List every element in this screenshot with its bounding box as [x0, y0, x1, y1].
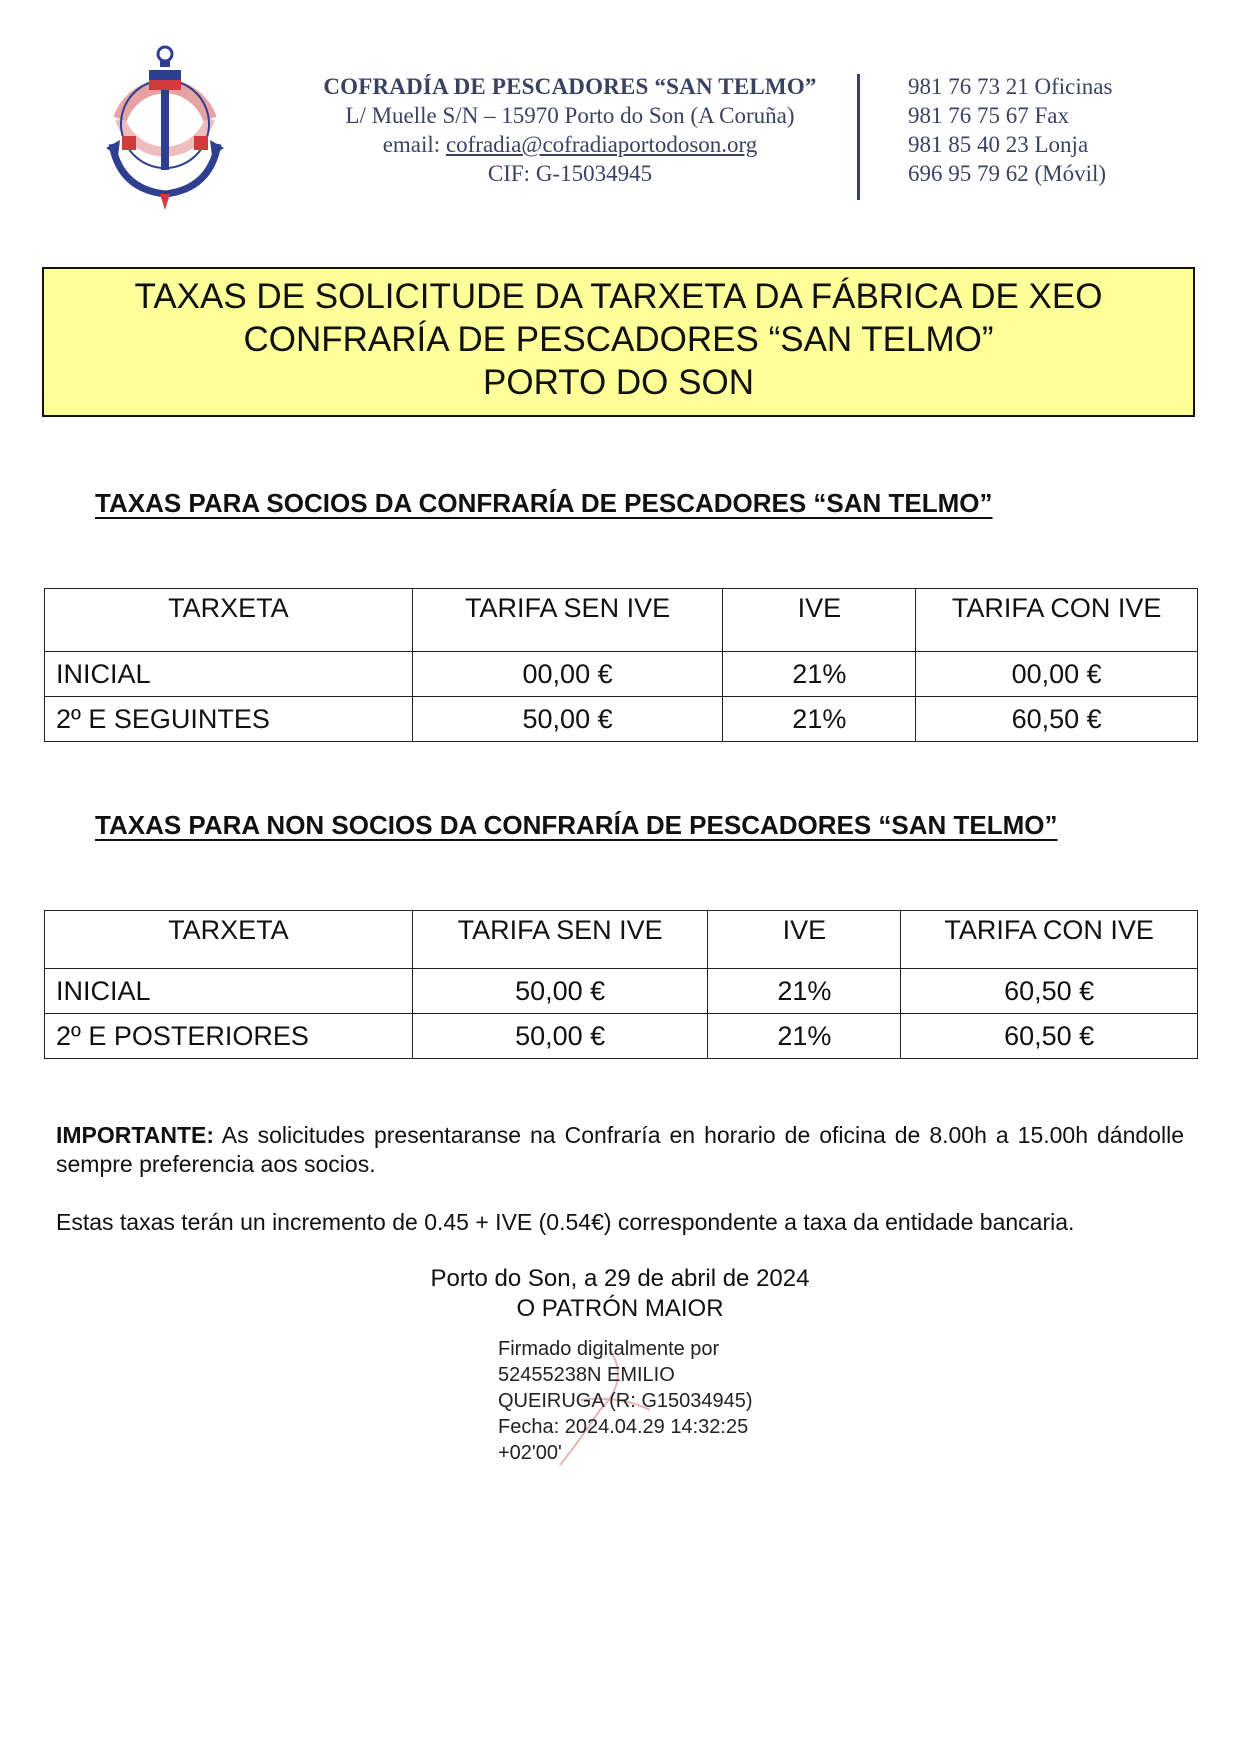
table-header-row — [45, 911, 1198, 969]
column-header: TARIFA CON IVE — [916, 589, 1198, 652]
organization-info — [290, 72, 850, 188]
important-text: As solicitudes presentaranse na Confraría en horario de oficina de 8.00h a 15.00h dándolle sempre preferencia aos socios. — [56, 1122, 1184, 1177]
table-cell: 00,00 € — [412, 652, 723, 697]
table-cell: 50,00 € — [412, 1014, 708, 1059]
phone-offices: 981 76 73 21 Oficinas — [908, 74, 1113, 99]
phone-market: 981 85 40 23 Lonja — [908, 132, 1089, 157]
column-header: IVE — [708, 911, 901, 969]
title-line-1: TAXAS DE SOLICITUDE DA TARXETA DA FÁBRICA DE XEO — [134, 277, 1103, 316]
phone-list — [908, 72, 1112, 188]
stamp-line: Firmado digitalmente por — [498, 1338, 720, 1360]
org-cif: CIF: G-15034945 — [487, 161, 653, 186]
table-cell: 60,50 € — [916, 697, 1198, 742]
important-label: IMPORTANTE: — [56, 1122, 215, 1148]
title-line-3: PORTO DO SON — [483, 363, 754, 402]
members-heading: TAXAS PARA SOCIOS DA CONFRARÍA DE PESCADORES “SAN TELMO” — [95, 488, 993, 518]
important-note — [56, 1121, 1184, 1179]
signatory-role: O PATRÓN MAIOR — [516, 1295, 724, 1322]
table-cell: 21% — [708, 969, 901, 1014]
place-date: Porto do Son, a 29 de abril de 2024 — [430, 1265, 810, 1292]
column-header: TARIFA CON IVE — [901, 911, 1198, 969]
column-header: TARXETA — [45, 589, 413, 652]
table-cell: INICIAL — [45, 652, 413, 697]
org-name: COFRADÍA DE PESCADORES “SAN TELMO” — [323, 74, 817, 99]
stamp-line: 52455238N EMILIO — [498, 1364, 675, 1386]
table-row — [45, 969, 1198, 1014]
table-cell: INICIAL — [45, 969, 413, 1014]
table-cell: 21% — [723, 697, 916, 742]
stamp-line: +02'00' — [498, 1442, 562, 1464]
table-cell: 60,50 € — [901, 1014, 1198, 1059]
nonmembers-fee-table — [44, 910, 1198, 1059]
phone-mobile: 696 95 79 62 (Móvil) — [908, 161, 1107, 186]
nonmembers-heading: TAXAS PARA NON SOCIOS DA CONFRARÍA DE PESCADORES “SAN TELMO” — [95, 810, 1058, 840]
table-header-row — [45, 589, 1198, 652]
org-email-line — [290, 130, 850, 159]
column-header: TARXETA — [45, 911, 413, 969]
document-title-box — [42, 267, 1195, 417]
table-cell: 21% — [723, 652, 916, 697]
members-fee-table — [44, 588, 1198, 742]
header-divider — [857, 74, 860, 200]
digital-signature-stamp — [498, 1336, 753, 1466]
title-line-2: CONFRARÍA DE PESCADORES “SAN TELMO” — [243, 320, 994, 359]
table-cell: 21% — [708, 1014, 901, 1059]
table-cell: 2º E POSTERIORES — [45, 1014, 413, 1059]
table-row — [45, 697, 1198, 742]
table-row — [45, 652, 1198, 697]
stamp-line: Fecha: 2024.04.29 14:32:25 — [498, 1416, 749, 1438]
table-cell: 00,00 € — [916, 652, 1198, 697]
email-label: email: — [382, 132, 446, 157]
phone-fax: 981 76 75 67 Fax — [908, 103, 1069, 128]
bank-fee-note: Estas taxas terán un incremento de 0.45 + IVE (0.54€) correspondente a taxa da entidade bancaria. — [56, 1209, 1075, 1235]
table-cell: 2º E SEGUINTES — [45, 697, 413, 742]
column-header: IVE — [723, 589, 916, 652]
org-address: L/ Muelle S/N – 15970 Porto do Son (A Coruña) — [345, 103, 795, 128]
table-cell: 60,50 € — [901, 969, 1198, 1014]
table-cell: 50,00 € — [412, 697, 723, 742]
table-row — [45, 1014, 1198, 1059]
email-link[interactable]: cofradia@cofradiaportodoson.org — [445, 132, 758, 157]
column-header: TARIFA SEN IVE — [412, 589, 723, 652]
stamp-line: QUEIRUGA (R: G15034945) — [498, 1390, 753, 1412]
confraria-anchor-logo — [100, 44, 230, 212]
column-header: TARIFA SEN IVE — [412, 911, 708, 969]
table-cell: 50,00 € — [412, 969, 708, 1014]
